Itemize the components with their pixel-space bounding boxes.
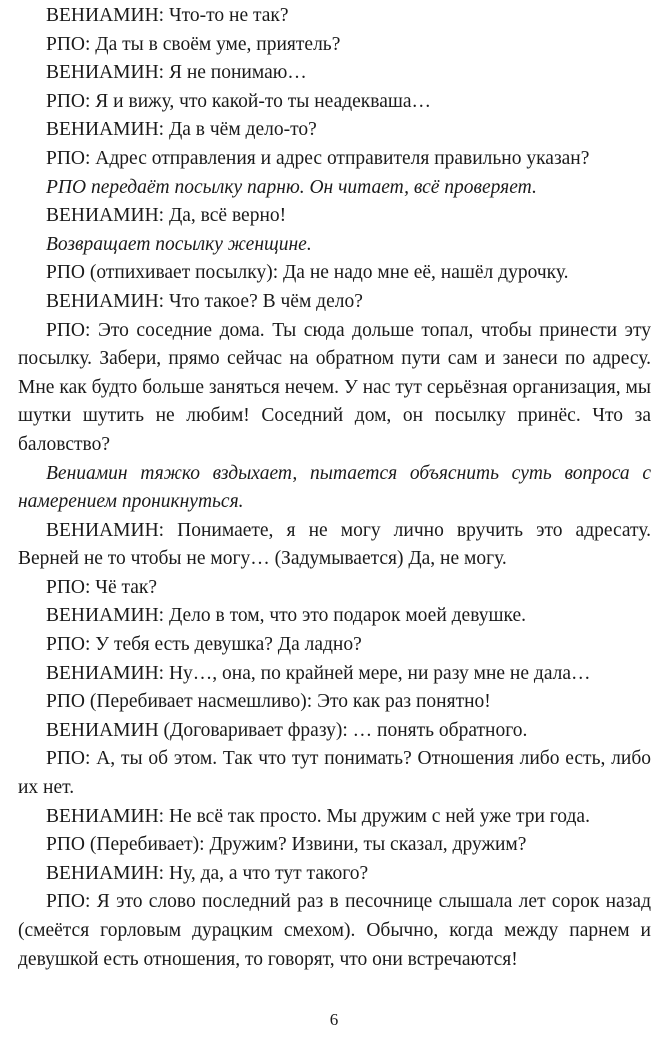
dialogue-line: РПО: Адрес отправления и адрес отправителя правильно указан?	[46, 147, 590, 169]
dialogue-line: ВЕНИАМИН: Да в чём дело-то?	[46, 119, 317, 141]
dialogue-line: ВЕНИАМИН: Понимаете, я не могу лично вручить это адресату. Верней не то чтобы не могу… (Задумывается) Да, не могу.	[18, 519, 651, 570]
dialogue-line: ВЕНИАМИН: Да, всё верно!	[46, 205, 287, 227]
dialogue-line: ВЕНИАМИН: Ну…, она, по крайней мере, ни разу мне не дала…	[46, 662, 591, 684]
stage-direction: Возвращает посылку женщине.	[46, 233, 312, 255]
document-page	[18, 2, 651, 974]
dialogue-line: РПО: Чё так?	[46, 576, 158, 598]
dialogue-line: ВЕНИАМИН: Что-то не так?	[46, 5, 289, 26]
dialogue-line: РПО (Перебивает насмешливо): Это как раз понятно!	[46, 691, 491, 713]
dialogue-line: ВЕНИАМИН: Ну, да, а что тут такого?	[46, 862, 369, 884]
dialogue-line: РПО: У тебя есть девушка? Да ладно?	[46, 634, 362, 656]
dialogue-line: ВЕНИАМИН (Договаривает фразу): … понять обратного.	[46, 719, 528, 741]
dialogue-line: РПО: А, ты об этом. Так что тут понимать? Отношения либо есть, либо их нет.	[18, 748, 651, 799]
page-number: 6	[329, 1010, 339, 1029]
dialogue-line: ВЕНИАМИН: Дело в том, что это подарок моей девушке.	[46, 605, 527, 627]
dialogue-line: ВЕНИАМИН: Что такое? В чём дело?	[46, 290, 363, 312]
stage-direction: Вениамин тяжко вздыхает, пытается объяснить суть вопроса с намерением проникнуться.	[18, 462, 651, 513]
dialogue-line: ВЕНИАМИН: Не всё так просто. Мы дружим с ней уже три года.	[46, 805, 590, 827]
dialogue-line: РПО: Это соседние дома. Ты сюда дольше топал, чтобы принести эту посылку. Забери, прямо сейчас на обратном пути сам и занеси по адресу. Мне как будто больше заняться нечем. У нас тут серьёзная организация, мы шутки шутить не любим! Соседний дом, он посылку принёс. Что за баловство?	[18, 319, 651, 455]
dialogue-line: РПО: Я и вижу, что какой-то ты неадекваша…	[46, 90, 432, 112]
dialogue-line: РПО: Да ты в своём уме, приятель?	[46, 33, 341, 55]
dialogue-line: ВЕНИАМИН: Я не понимаю…	[46, 62, 307, 84]
dialogue-line: РПО: Я это слово последний раз в песочнице слышала лет сорок назад (смеётся горловым дурацким смехом). Обычно, когда между парнем и девушкой есть отношения, то говорят, что они встречаются!	[18, 891, 651, 970]
dialogue-line: РПО (Перебивает): Дружим? Извини, ты сказал, дружим?	[46, 834, 527, 856]
dialogue-line: РПО (отпихивает посылку): Да не надо мне её, нашёл дурочку.	[46, 262, 569, 284]
stage-direction: РПО передаёт посылку парню. Он читает, всё проверяет.	[46, 176, 537, 198]
